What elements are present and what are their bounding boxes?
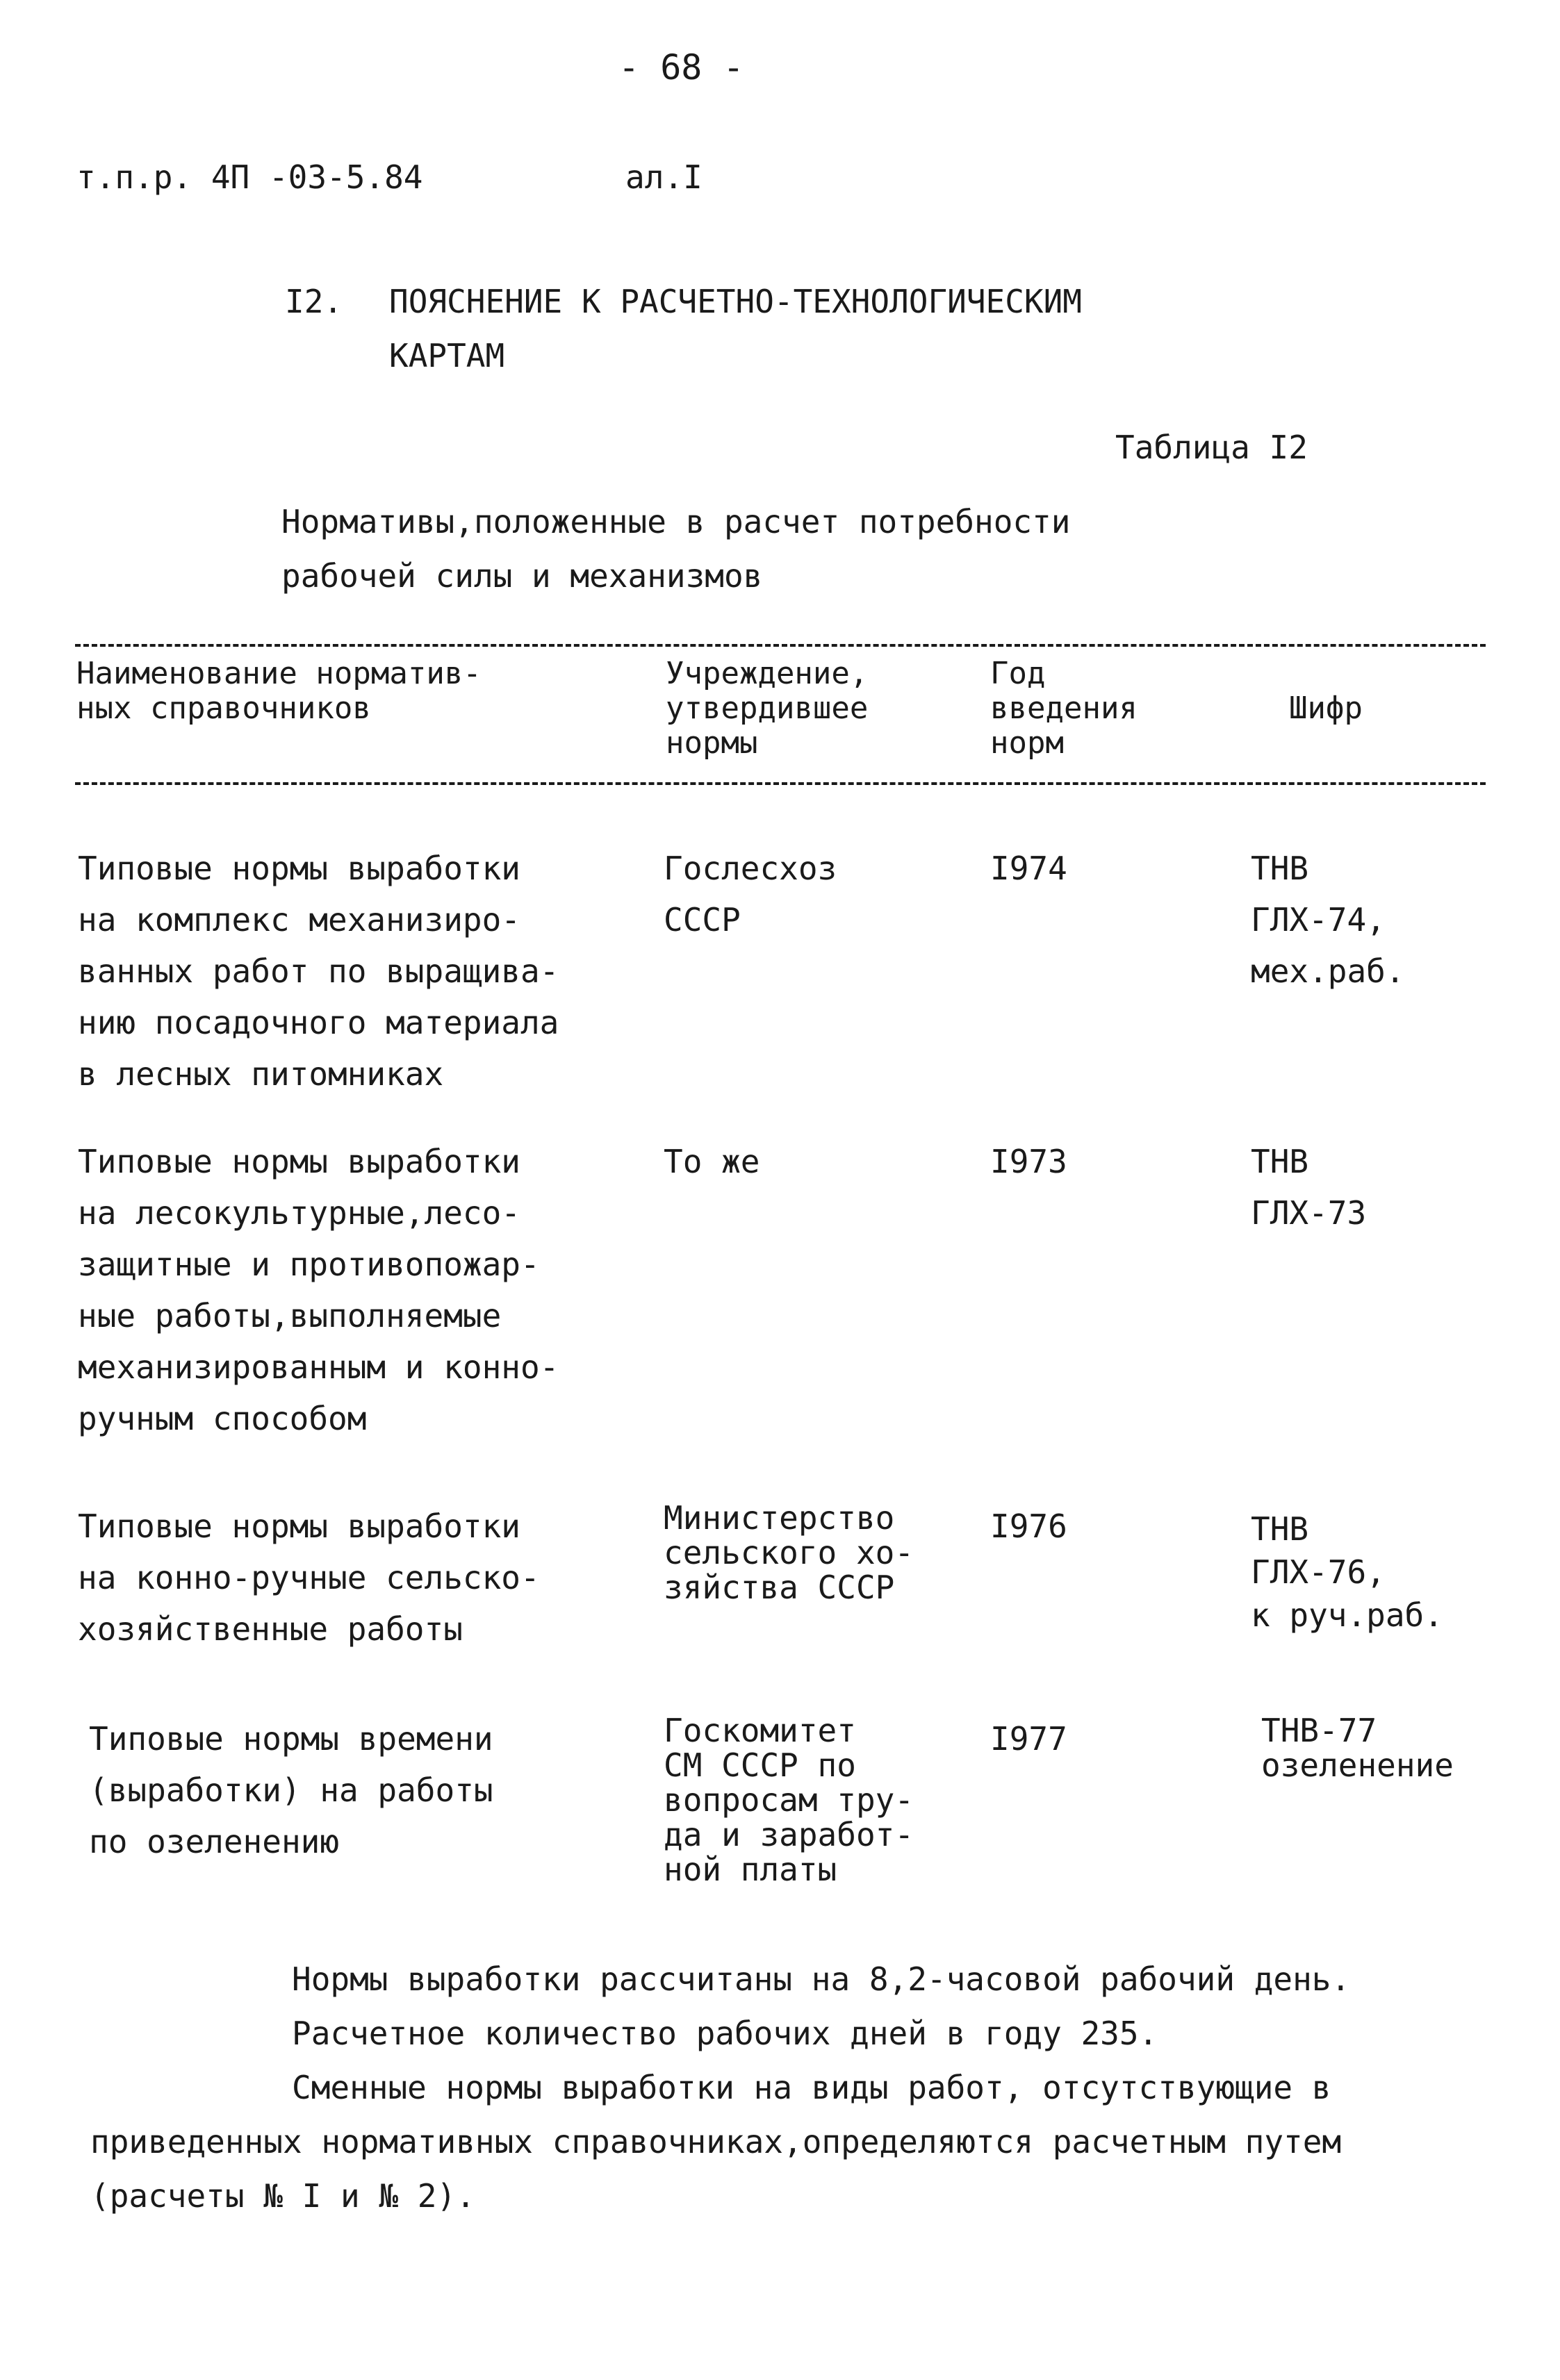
table-row-4-institution [664, 1713, 914, 1887]
cell-line: защитные и противопожар- [78, 1246, 540, 1283]
cell-line: ной платы [664, 1851, 837, 1888]
cell-line: ГЛХ-76, [1251, 1553, 1386, 1591]
note-line-5: (расчеты № I и № 2). [90, 2177, 475, 2215]
table-caption-line-2: рабочей силы и механизмов [281, 557, 763, 595]
column-header-line: норм [990, 725, 1064, 761]
column-header-line: Учреждение, [666, 656, 869, 691]
cell-line: на лесокультурные,лесо- [78, 1194, 520, 1232]
cell-line: ванных работ по выращива- [78, 952, 559, 990]
page-number: - 68 - [618, 47, 744, 88]
column-header-line: Год [990, 656, 1046, 691]
table-label: Таблица I2 [1115, 429, 1308, 466]
note-line-4: приведенных нормативных справочниках,определяются расчетным путем [90, 2123, 1342, 2160]
section-heading [285, 274, 1082, 383]
table-row-4-year: I977 [990, 1720, 1067, 1758]
cell-line: Министерство [664, 1499, 895, 1537]
cell-line: нию посадочного материала [78, 1004, 559, 1041]
table-row-2-code [1251, 1136, 1366, 1239]
column-header-code [1289, 691, 1363, 726]
cell-line: Гослесхоз [664, 850, 837, 887]
cell-line: сельского хо- [664, 1534, 914, 1571]
table-row-3-name [78, 1501, 540, 1655]
sheet-label: ал.I [625, 158, 703, 196]
table-caption-line-1: Нормативы,положенные в расчет потребности [281, 503, 1071, 540]
cell-line: ТНВ [1251, 1510, 1309, 1548]
notes [90, 1952, 1487, 2223]
column-header-line: Наименование норматив- [76, 656, 482, 691]
cell-line: Типовые нормы выработки [78, 1507, 520, 1545]
table-row-4-name [89, 1713, 493, 1867]
column-header-institution [666, 656, 868, 761]
cell-line: озеленение [1261, 1746, 1454, 1784]
table-caption [281, 495, 1070, 603]
cell-line: зяйства СССР [664, 1569, 895, 1606]
cell-line: То же [664, 1143, 760, 1180]
cell-line: хозяйственные работы [78, 1610, 463, 1648]
table-top-rule [75, 644, 1486, 647]
cell-line: Типовые нормы выработки [78, 850, 520, 887]
section-title-line-2: КАРТАМ [389, 337, 505, 374]
document-code: т.п.р. 4П -03-5.84 [76, 158, 423, 196]
note-line-1: Нормы выработки рассчитаны на 8,2-часовой рабочий день. [292, 1960, 1351, 1998]
cell-line: СССР [664, 901, 741, 939]
cell-line: ные работы,выполняемые [78, 1297, 502, 1334]
table-row-3-year: I976 [990, 1507, 1067, 1545]
cell-line: по озеленению [89, 1823, 340, 1860]
table-row-3-code [1251, 1507, 1443, 1637]
column-header-year [990, 656, 1138, 761]
cell-line: на комплекс механизиро- [78, 901, 520, 939]
cell-line: СМ СССР по [664, 1746, 856, 1784]
cell-line: да и заработ- [664, 1816, 914, 1853]
table-row-4-code [1261, 1713, 1454, 1783]
note-line-3: Сменные нормы выработки на виды работ, отсутствующие в [292, 2069, 1331, 2106]
cell-line: Госкомитет [664, 1712, 856, 1749]
cell-line: ГЛХ-74, [1251, 901, 1386, 939]
cell-line: на конно-ручные сельско- [78, 1559, 540, 1596]
column-header-name [76, 656, 482, 726]
section-number: I2. [285, 283, 343, 320]
cell-line: Типовые нормы выработки [78, 1143, 520, 1180]
table-row-2-year: I973 [990, 1143, 1067, 1180]
column-header-line: введения [990, 691, 1138, 726]
table-row-1-year: I974 [990, 850, 1067, 887]
cell-line: ТНВ [1251, 850, 1309, 887]
column-header-line: нормы [666, 725, 758, 761]
table-row-3-institution [664, 1501, 914, 1605]
cell-line: ГЛХ-73 [1251, 1194, 1367, 1232]
cell-line: механизированным и конно- [78, 1348, 559, 1386]
column-header-line: ных справочников [76, 691, 371, 726]
section-title-line-1: ПОЯСНЕНИЕ К РАСЧЕТНО-ТЕХНОЛОГИЧЕСКИМ [389, 283, 1082, 320]
table-header-rule [75, 782, 1486, 785]
cell-line: к руч.раб. [1251, 1596, 1443, 1634]
column-header-line: Шифр [1289, 691, 1363, 726]
cell-line: ТНВ-77 [1261, 1712, 1377, 1749]
cell-line: (выработки) на работы [89, 1771, 493, 1809]
cell-line: ручным способом [78, 1400, 367, 1437]
cell-line: ТНВ [1251, 1143, 1309, 1180]
cell-line: в лесных питомниках [78, 1055, 444, 1093]
note-line-2: Расчетное количество рабочих дней в году 235. [292, 2015, 1158, 2052]
cell-line: вопросам тру- [664, 1781, 914, 1819]
table-row-2-name [78, 1136, 559, 1444]
table-row-1-code [1251, 843, 1405, 997]
table-row-1-institution [664, 843, 837, 945]
cell-line: мех.раб. [1251, 952, 1405, 990]
table-row-2-institution [664, 1136, 760, 1187]
table-row-1-name [78, 843, 559, 1100]
column-header-line: утвердившее [666, 691, 869, 726]
cell-line: Типовые нормы времени [89, 1720, 493, 1758]
